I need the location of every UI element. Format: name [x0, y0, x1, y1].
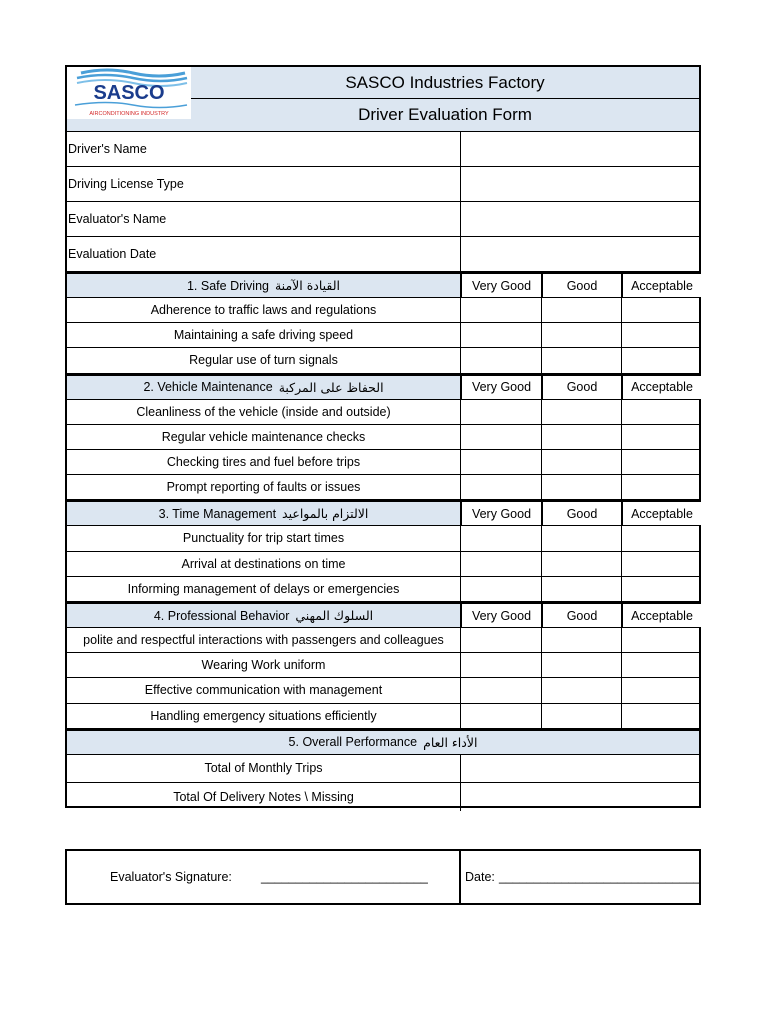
rating-header-very-good: Very Good [460, 604, 541, 627]
form-title: Driver Evaluation Form [358, 104, 532, 124]
rating-acceptable-cell[interactable] [621, 552, 701, 576]
section-title-text: 3. Time Management [158, 506, 277, 521]
evaluator-signature-line[interactable]: ________________________ [261, 870, 428, 884]
criterion-label: Regular vehicle maintenance checks [161, 429, 366, 444]
criterion-row [67, 628, 699, 653]
rating-very-good-cell[interactable] [460, 323, 541, 347]
info-row [67, 237, 699, 272]
section-title-text: 4. Professional Behavior [153, 608, 290, 623]
section-title-arabic: الحفاظ على المركبة [278, 379, 384, 395]
rating-good-cell[interactable] [541, 323, 621, 347]
criterion-label: Informing management of delays or emergencies [127, 581, 400, 596]
rating-acceptable-cell[interactable] [621, 400, 701, 424]
rating-acceptable-cell[interactable] [621, 526, 701, 550]
section-header [67, 729, 699, 755]
rating-good-cell[interactable] [541, 653, 621, 677]
criterion-label: Punctuality for trip start times [182, 531, 345, 546]
evaluation-form [65, 65, 701, 808]
rating-acceptable-cell[interactable] [621, 628, 701, 652]
info-row [67, 132, 699, 167]
rating-acceptable-cell[interactable] [621, 450, 701, 474]
info-value-field[interactable] [460, 202, 699, 236]
rating-acceptable-cell[interactable] [621, 577, 701, 601]
section-header [67, 374, 699, 400]
rating-good-cell[interactable] [541, 348, 621, 372]
rating-good-cell[interactable] [541, 577, 621, 601]
rating-good-cell[interactable] [541, 425, 621, 449]
info-label: Driving License Type [68, 177, 184, 191]
overall-row [67, 783, 699, 811]
info-label: Evaluation Date [68, 247, 157, 261]
overall-title-arabic: الأداء العام [423, 734, 478, 750]
rating-acceptable-cell[interactable] [621, 298, 701, 322]
criterion-label: Cleanliness of the vehicle (inside and outside) [136, 404, 391, 419]
sasco-logo-icon [67, 67, 191, 119]
section-header [67, 500, 699, 526]
section-title-text: 1. Safe Driving [186, 278, 269, 293]
criterion-row [67, 577, 699, 602]
date-label: Date: [465, 870, 495, 884]
rating-good-cell[interactable] [541, 628, 621, 652]
criterion-row [67, 552, 699, 577]
criterion-row [67, 678, 699, 703]
company-logo [67, 67, 191, 119]
criterion-label: polite and respectful interactions with passengers and colleagues [83, 633, 444, 648]
rating-acceptable-cell[interactable] [621, 323, 701, 347]
rating-very-good-cell[interactable] [460, 348, 541, 372]
rating-very-good-cell[interactable] [460, 450, 541, 474]
rating-header-acceptable: Acceptable [621, 274, 701, 297]
section-title-arabic: السلوك المهني [295, 608, 374, 623]
info-value-field[interactable] [460, 132, 699, 166]
rating-good-cell[interactable] [541, 552, 621, 576]
rating-acceptable-cell[interactable] [621, 348, 701, 372]
info-label: Evaluator's Name [68, 212, 167, 226]
section-header [67, 272, 699, 298]
criterion-row [67, 450, 699, 475]
rating-very-good-cell[interactable] [460, 425, 541, 449]
section-header [67, 602, 699, 628]
title-band [191, 67, 699, 132]
rating-acceptable-cell[interactable] [621, 425, 701, 449]
rating-acceptable-cell[interactable] [621, 475, 701, 499]
rating-header-good: Good [541, 604, 621, 627]
criterion-label: Effective communication with management [144, 683, 383, 698]
rating-header-acceptable: Acceptable [621, 604, 701, 627]
rating-header-very-good: Very Good [460, 502, 541, 525]
overall-label: Total of Monthly Trips [204, 761, 323, 776]
rating-good-cell[interactable] [541, 526, 621, 550]
section-title-arabic: الالتزام بالمواعيد [282, 506, 369, 522]
rating-acceptable-cell[interactable] [621, 704, 701, 728]
rating-good-cell[interactable] [541, 400, 621, 424]
criterion-label: Regular use of turn signals [189, 353, 338, 368]
signature-block [65, 849, 701, 905]
info-row [67, 167, 699, 202]
criterion-row [67, 323, 699, 348]
section-title [67, 604, 460, 627]
criterion-label: Checking tires and fuel before trips [166, 455, 361, 470]
rating-very-good-cell[interactable] [460, 475, 541, 499]
criterion-label: Handling emergency situations efficiently [150, 708, 377, 723]
criterion-label: Maintaining a safe driving speed [173, 328, 354, 343]
criterion-label: Wearing Work uniform [201, 658, 326, 673]
criterion-label: Prompt reporting of faults or issues [166, 480, 361, 495]
rating-header-good: Good [541, 376, 621, 399]
criterion-label: Arrival at destinations on time [181, 556, 346, 571]
rating-very-good-cell[interactable] [460, 678, 541, 702]
rating-good-cell[interactable] [541, 475, 621, 499]
rating-very-good-cell[interactable] [460, 526, 541, 550]
section-title-arabic: القيادة الآمنة [274, 278, 341, 293]
date-line[interactable]: _____________________________ [499, 870, 701, 884]
section-title-text: 2. Vehicle Maintenance [143, 380, 273, 395]
logo-brand: SASCO [93, 82, 165, 104]
section-title [67, 502, 460, 525]
rating-very-good-cell[interactable] [460, 577, 541, 601]
rating-acceptable-cell[interactable] [621, 678, 701, 702]
info-label: Driver's Name [68, 142, 147, 156]
overall-value-field[interactable] [460, 783, 699, 811]
criterion-row [67, 704, 699, 729]
overall-title-text: 5. Overall Performance [288, 735, 418, 750]
rating-very-good-cell[interactable] [460, 552, 541, 576]
section-title [67, 376, 460, 399]
rating-header-good: Good [541, 274, 621, 297]
evaluator-signature-label: Evaluator's Signature: [110, 870, 232, 884]
rating-header-very-good: Very Good [460, 274, 541, 297]
overall-label: Total Of Delivery Notes \ Missing [173, 789, 354, 804]
info-value-field[interactable] [460, 237, 699, 271]
overall-row [67, 755, 699, 783]
logo-tagline: AIRCONDITIONING INDUSTRY [89, 111, 169, 117]
criterion-row [67, 348, 699, 373]
criterion-row [67, 425, 699, 450]
section-title [67, 274, 460, 297]
criterion-label: Adherence to traffic laws and regulations [150, 303, 377, 318]
rating-very-good-cell[interactable] [460, 653, 541, 677]
rating-good-cell[interactable] [541, 450, 621, 474]
criterion-row [67, 400, 699, 425]
rating-header-acceptable: Acceptable [621, 502, 701, 525]
rating-very-good-cell[interactable] [460, 400, 541, 424]
rating-good-cell[interactable] [541, 678, 621, 702]
rating-very-good-cell[interactable] [460, 704, 541, 728]
rating-very-good-cell[interactable] [460, 628, 541, 652]
rating-header-very-good: Very Good [460, 376, 541, 399]
overall-title [67, 731, 699, 754]
criterion-row [67, 653, 699, 678]
rating-good-cell[interactable] [541, 298, 621, 322]
criterion-row [67, 475, 699, 500]
rating-header-acceptable: Acceptable [621, 376, 701, 399]
company-name: SASCO Industries Factory [191, 67, 699, 99]
info-row [67, 202, 699, 237]
info-value-field[interactable] [460, 167, 699, 201]
criterion-row [67, 526, 699, 551]
rating-very-good-cell[interactable] [460, 298, 541, 322]
criterion-row [67, 298, 699, 323]
rating-acceptable-cell[interactable] [621, 653, 701, 677]
rating-good-cell[interactable] [541, 704, 621, 728]
rating-header-good: Good [541, 502, 621, 525]
overall-value-field[interactable] [460, 755, 699, 782]
